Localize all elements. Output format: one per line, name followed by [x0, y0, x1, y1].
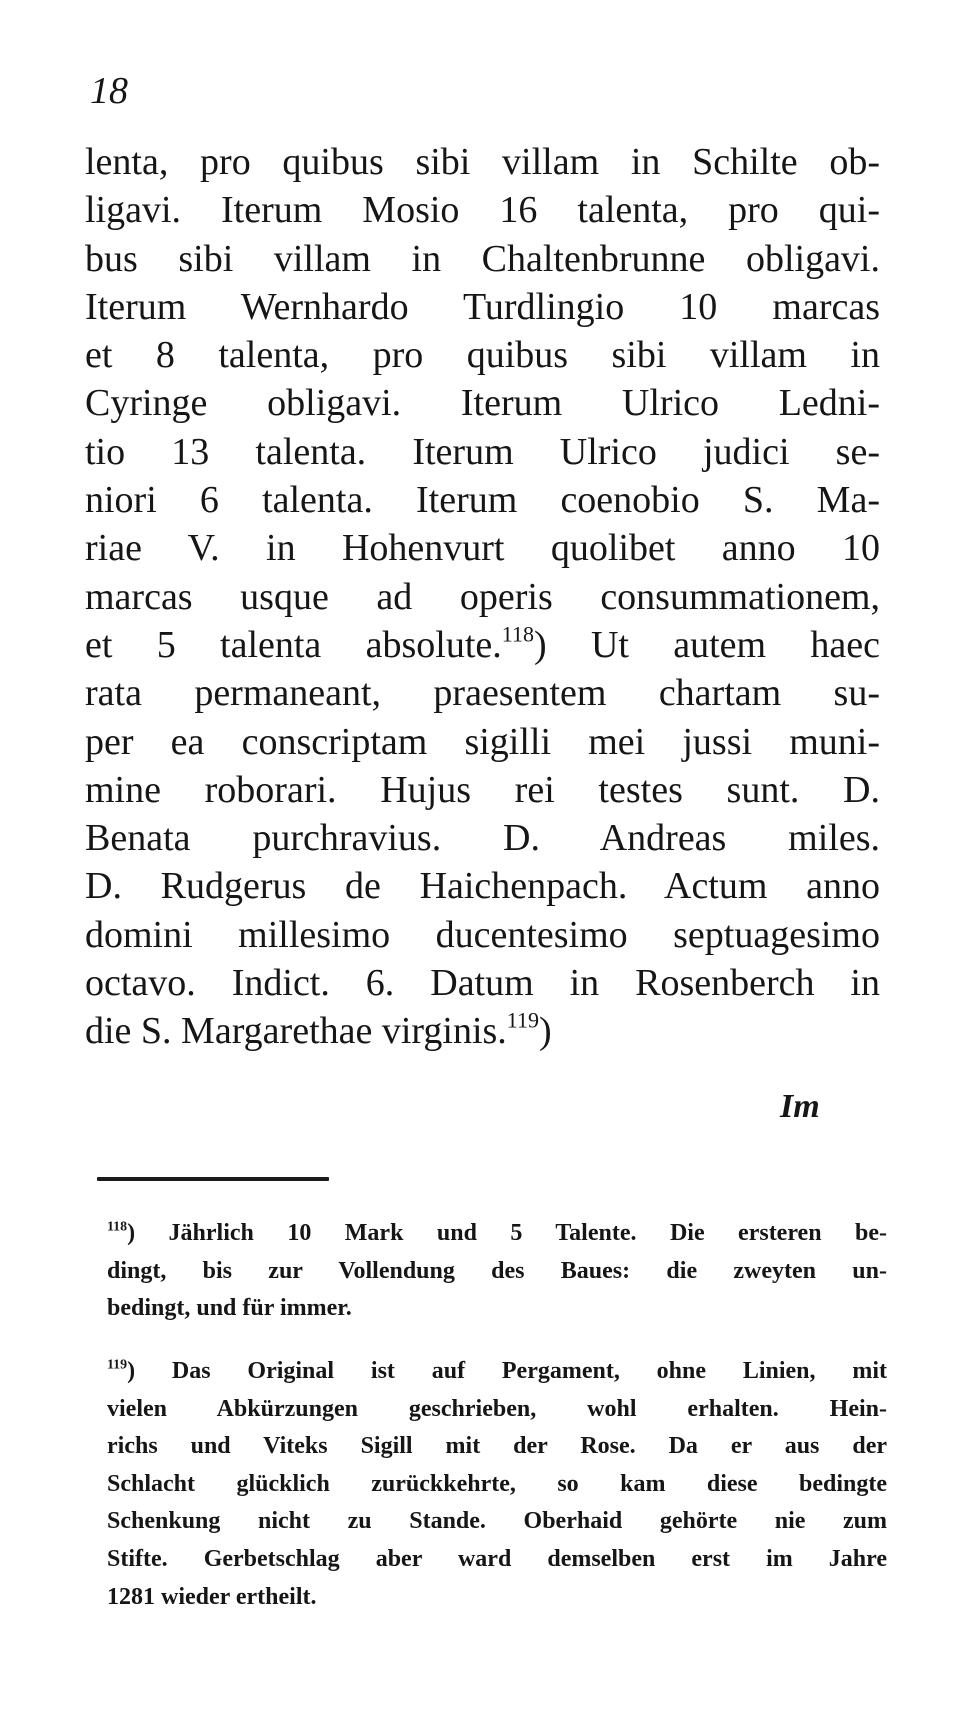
page-number: 18 — [90, 70, 128, 112]
footnote-ref-119: 119 — [506, 1007, 540, 1033]
footnote-line: bedingt, und für immer. — [107, 1295, 352, 1322]
footnote-line — [107, 1353, 887, 1391]
text-line: rata permaneant, praesentem chartam su- — [85, 672, 880, 715]
catchword: Im — [780, 1088, 820, 1125]
text-segment: et 5 talenta absolute. — [85, 623, 502, 666]
text-line: octavo. Indict. 6. Datum in Rosenberch in — [85, 962, 880, 1005]
footnote-marker: 119 — [107, 1357, 128, 1373]
text-line: Benata purchravius. D. Andreas miles. — [85, 817, 880, 860]
text-segment: die S. Margarethae virginis. — [85, 1010, 507, 1053]
footnote-text: ) Das Original ist auf Pergament, ohne Linien, mit — [127, 1358, 887, 1384]
footnote-ref-118: 118 — [501, 621, 534, 647]
text-line: tio 13 talenta. Iterum Ulrico judici se- — [85, 430, 880, 473]
text-line: riae V. in Hohenvurt quolibet anno 10 — [85, 527, 880, 570]
footnote-line: Stifte. Gerbetschlag aber ward demselben erst im Jahre — [107, 1545, 887, 1572]
footnote-line: dingt, bis zur Vollendung des Baues: die zweyten un- — [107, 1257, 887, 1284]
footnote-line — [107, 1215, 887, 1253]
text-line: mine roborari. Hujus rei testes sunt. D. — [85, 768, 880, 811]
text-line: bus sibi villam in Chaltenbrunne obligavi. — [85, 237, 880, 280]
footnote-marker: 118 — [107, 1219, 128, 1235]
text-line: D. Rudgerus de Haichenpach. Actum anno — [85, 865, 880, 908]
text-line: niori 6 talenta. Iterum coenobio S. Ma- — [85, 479, 880, 522]
footnote-line: vielen Abkürzungen geschrieben, wohl erhalten. Hein- — [107, 1395, 887, 1422]
text-line-with-footnote-ref — [85, 1007, 880, 1055]
footnote-118 — [107, 1215, 887, 1328]
text-line: domini millesimo ducentesimo septuagesimo — [85, 913, 880, 956]
text-line: per ea conscriptam sigilli mei jussi muni- — [85, 720, 880, 763]
footnote-119 — [107, 1353, 887, 1616]
text-line: ligavi. Iterum Mosio 16 talenta, pro qui- — [85, 189, 880, 232]
footnote-separator — [97, 1177, 329, 1181]
text-line: Iterum Wernhardo Turdlingio 10 marcas — [85, 285, 880, 328]
footnote-line: richs und Viteks Sigill mit der Rose. Da er aus der — [107, 1433, 887, 1460]
footnote-line: Schenkung nicht zu Stande. Oberhaid gehörte nie zum — [107, 1508, 887, 1535]
footnote-line: 1281 wieder ertheilt. — [107, 1583, 317, 1610]
text-line: marcas usque ad operis consummationem, — [85, 575, 880, 618]
text-segment: ) Ut autem haec — [533, 623, 880, 666]
main-text — [85, 138, 880, 1056]
footnote-text: ) Jährlich 10 Mark und 5 Talente. Die ersteren be- — [127, 1220, 887, 1246]
footnote-line: Schlacht glücklich zurückkehrte, so kam diese bedingte — [107, 1470, 887, 1497]
text-segment: ) — [539, 1010, 552, 1053]
text-line-with-footnote-ref — [85, 621, 880, 669]
text-line: Cyringe obligavi. Iterum Ulrico Ledni- — [85, 382, 880, 425]
text-line: lenta, pro quibus sibi villam in Schilte ob- — [85, 141, 880, 183]
text-line: et 8 talenta, pro quibus sibi villam in — [85, 334, 880, 377]
